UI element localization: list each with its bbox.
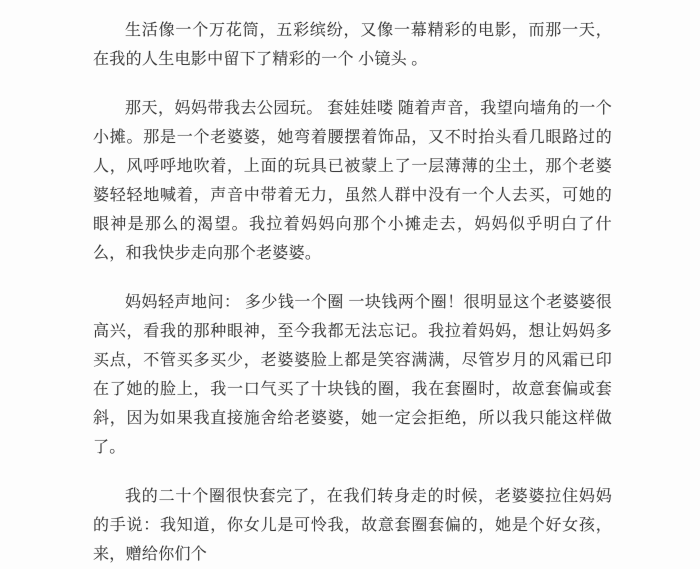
paragraph-buying-rings: 妈妈轻声地问： 多少钱一个圈 一块钱两个圈！很明显这个老婆婆很高兴，看我的那种眼神，至今我都无法忘记。我拉着妈妈，想让妈妈多买点，不管买多买少，老婆婆脸上都是笑容满满，尽管岁月的风霜已印在了她的脸上，我一口气买了十块钱的圈，我在套圈时，故意套偏或套斜，因为如果我直接施舍给老婆婆，她一定会拒绝，所以我只能这样做了。 [93, 294, 612, 456]
paragraph-park-scene: 那天，妈妈带我去公园玩。 套娃娃喽 随着声音，我望向墙角的一个小摊。那是一个老婆婆，她弯着腰摆着饰品，又不时抬头看几眼路过的人，风呼呼地吹着，上面的玩具已被蒙上了一层薄薄的尘土，那个老婆婆轻轻地喊着，声音中带着无力，虽然人群中没有一个人去买，可她的眼神是那么的渴望。我拉着妈妈向那个小摊走去，妈妈似乎明白了什么，和我快步走向那个老婆婆。 [93, 100, 612, 262]
paragraph-ending: 我的二十个圈很快套完了，在我们转身走的时候，老婆婆拉住妈妈的手说：我知道，你女儿是可怜我，故意套圈套偏的，她是个好女孩，来，赠给你们个 [93, 488, 612, 563]
paragraph-intro: 生活像一个万花筒，五彩缤纷，又像一幕精彩的电影，而那一天，在我的人生电影中留下了精彩的一个 小镜头 。 [93, 22, 612, 68]
essay-body [93, 16, 612, 569]
